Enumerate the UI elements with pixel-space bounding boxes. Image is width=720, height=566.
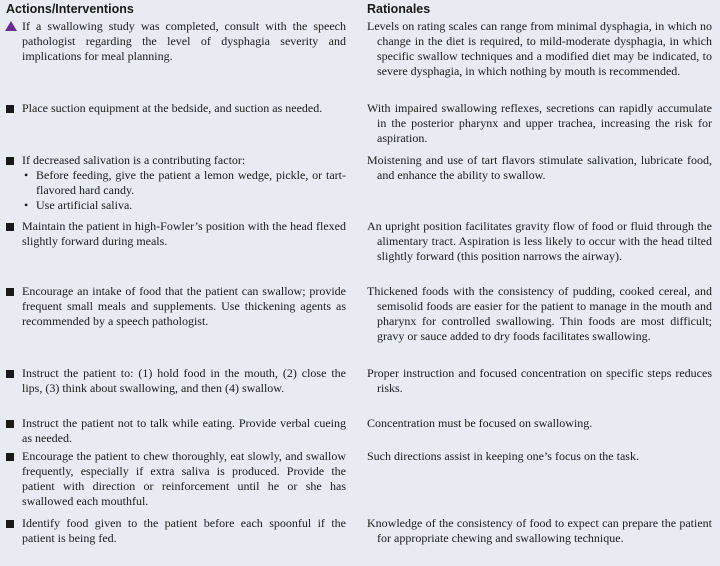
sub-item-text: Use artificial saliva. xyxy=(36,198,133,212)
rationale-cell: Such directions assist in keeping one’s focus on the task. xyxy=(367,449,639,463)
square-bullet-icon xyxy=(6,520,14,528)
triangle-bullet-icon xyxy=(5,21,17,31)
action-text: Instruct the patient to: (1) hold food in the mouth, (2) close the lips, (3) think about swallowing, and then (4) swallow. xyxy=(22,366,346,395)
rationale-cell: Thickened foods with the consistency of pudding, cooked cereal, and semisolid foods are easier for the patient to manage in the mouth and pharynx for controlled swallowing. Thin foods are most difficult; gravy or sauce added to dry foods facilitates swallowing. xyxy=(367,284,712,343)
rationale-cell: Proper instruction and focused concentration on specific steps reduces risks. xyxy=(367,366,712,395)
rationale-cell: Knowledge of the consistency of food to expect can prepare the patient for appropriate chewing and swallowing technique. xyxy=(367,516,712,545)
square-bullet-icon xyxy=(6,453,14,461)
dot-bullet-icon: • xyxy=(24,198,29,212)
action-text: If decreased salivation is a contributing factor: xyxy=(22,153,246,167)
rationale-cell: Levels on rating scales can range from minimal dysphagia, in which no change in the diet is required, to mild-moderate dysphagia, in which specific swallow techniques and a modified diet may be indicated, to severe dysphagia, in which nothing by mouth is recommended. xyxy=(367,19,712,78)
action-text: Identify food given to the patient before each spoonful if the patient is being fed. xyxy=(22,516,346,545)
action-cell xyxy=(6,153,346,213)
rationale-cell: With impaired swallowing reflexes, secretions can rapidly accumulate in the posterior pharynx and upper trachea, increasing the risk for aspiration. xyxy=(367,101,712,145)
sub-item-text: Before feeding, give the patient a lemon wedge, pickle, or tart-flavored hard candy. xyxy=(36,168,346,197)
sub-item xyxy=(22,198,346,213)
square-bullet-icon xyxy=(6,157,14,165)
action-cell xyxy=(6,284,346,329)
action-cell xyxy=(6,19,346,64)
square-bullet-icon xyxy=(6,370,14,378)
action-text: Place suction equipment at the bedside, and suction as needed. xyxy=(22,101,323,115)
action-text: Encourage the patient to chew thoroughly, eat slowly, and swallow frequently, especially if extra saliva is produced. Provide the patient with direction or reinforcement until he or she has swallowed each mouthful. xyxy=(22,449,346,508)
action-text: Maintain the patient in high-Fowler’s position with the head flexed slightly forward during meals. xyxy=(22,219,346,248)
action-cell xyxy=(6,366,346,396)
action-cell xyxy=(6,101,346,116)
action-cell xyxy=(6,449,346,509)
square-bullet-icon xyxy=(6,420,14,428)
square-bullet-icon xyxy=(6,288,14,296)
action-text: If a swallowing study was completed, consult with the speech pathologist regarding the level of dysphagia severity and implications for meal planning. xyxy=(22,19,346,63)
dot-bullet-icon: • xyxy=(24,168,29,182)
action-cell xyxy=(6,416,346,446)
action-text: Encourage an intake of food that the patient can swallow; provide frequent small meals and supplements. Use thickening agents as recommended by a speech pathologist. xyxy=(22,284,346,328)
rationales-header: Rationales xyxy=(367,2,431,16)
rationale-cell: An upright position facilitates gravity flow of food or fluid through the alimentary tract. Aspiration is less likely to occur with the head tilted slightly forward (this position narrows the airway). xyxy=(367,219,712,263)
rationale-cell: Concentration must be focused on swallowing. xyxy=(367,416,593,430)
actions-header: Actions/Interventions xyxy=(6,2,134,16)
square-bullet-icon xyxy=(6,105,14,113)
rationale-cell: Moistening and use of tart flavors stimulate salivation, lubricate food, and enhance the ability to swallow. xyxy=(367,153,712,182)
sub-item xyxy=(22,168,346,198)
action-cell xyxy=(6,516,346,546)
square-bullet-icon xyxy=(6,223,14,231)
action-cell xyxy=(6,219,346,249)
action-text: Instruct the patient not to talk while eating. Provide verbal cueing as needed. xyxy=(22,416,346,445)
